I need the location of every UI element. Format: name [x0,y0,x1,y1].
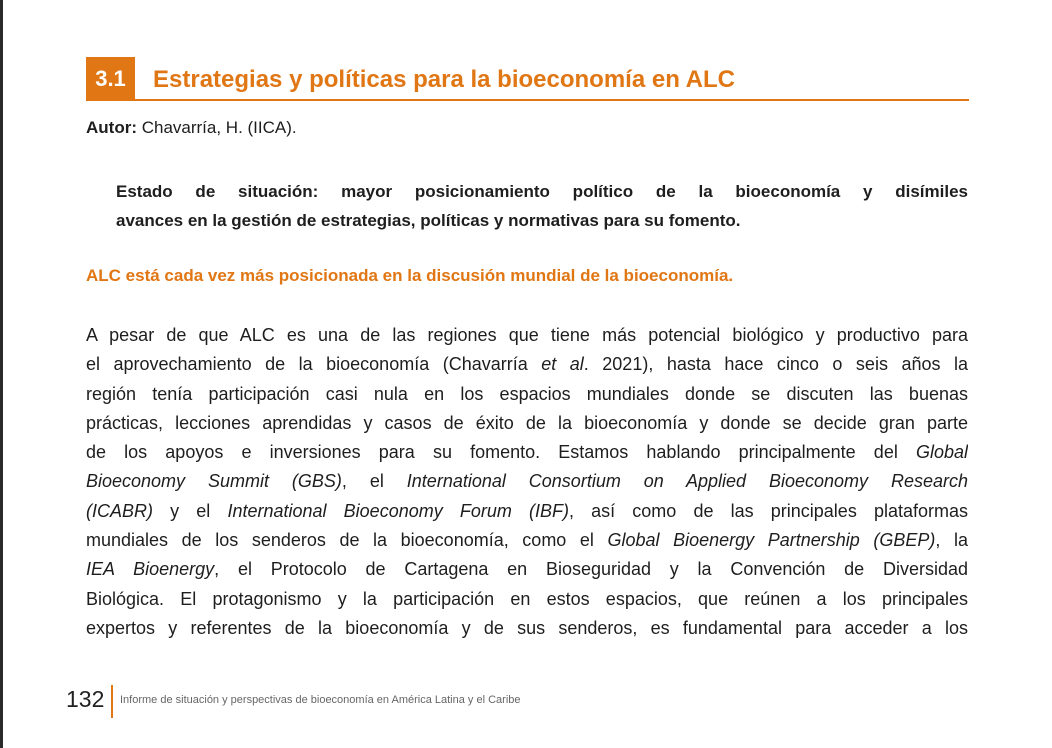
status-heading [116,177,968,235]
text: el aprovechamiento de la bioeconomía (Chavarría [86,354,542,375]
text: y el [153,500,228,521]
italic-text: Global Bioenergy Partnership (GBEP) [607,530,936,551]
body-line [86,380,968,409]
italic-text: IEA Bioenergy [86,559,215,580]
body-line [86,350,968,379]
text: A pesar de que ALC es una de las regiones que tiene más potencial biológico y productivo para [86,325,968,345]
italic-text: Bioeconomy Summit (GBS) [86,471,342,492]
page-number: 132 [66,686,105,712]
author-label: Autor: [86,118,137,137]
body-line [86,526,968,555]
window-edge [0,0,3,748]
body-line [86,467,968,496]
text: . 2021), hasta hace cinco o seis años la [583,354,968,375]
italic-text: International Consortium on Applied Bioeconomy Research [406,471,968,492]
text: , el Protocolo de Cartagena en Bioseguridad y la Convención de Diversidad [214,559,968,580]
text: , el [341,471,407,492]
body-line [86,614,968,643]
body-paragraph [86,321,968,643]
text: de los apoyos e inversiones para su fomento. Estamos hablando principalmente del [86,442,916,463]
text: prácticas, lecciones aprendidas y casos de éxito de la bioeconomía y donde se decide gran parte [86,412,968,433]
author-value: Chavarría, H. (IICA). [136,118,297,137]
body-line [86,555,968,584]
body-line [86,409,968,438]
italic-text: International Bioeconomy Forum (IBF) [227,500,569,521]
body-line [86,321,968,350]
subheading: ALC está cada vez más posicionada en la discusión mundial de la bioeconomía. [86,266,734,285]
footer-divider [111,685,113,718]
section-number: 3.1 [86,57,135,101]
italic-text: Global [915,442,968,463]
title-underline [86,99,969,101]
text: región tenía participación casi nula en los espacios mundiales donde se discuten las buenas [86,383,968,404]
italic-text: et al [541,354,584,375]
status-line: Estado de situación: mayor posicionamiento político de la bioeconomía y disímiles [116,182,968,201]
body-line [86,438,968,467]
section-title: Estrategias y políticas para la bioeconomía en ALC [153,66,735,93]
author-line [86,118,297,138]
italic-text: (ICABR) [86,500,153,521]
body-line [86,497,968,526]
status-line: avances en la gestión de estrategias, políticas y normativas para su fomento. [116,211,741,230]
body-line [86,585,968,614]
footer-text: Informe de situación y perspectivas de bioeconomía en América Latina y el Caribe [120,694,521,706]
text: mundiales de los senderos de la bioeconomía, como el [86,530,608,551]
text: , así como de las principales plataformas [569,500,968,521]
text: expertos y referentes de la bioeconomía y de sus senderos, es fundamental para acceder a los [86,617,968,638]
text: , la [935,530,968,551]
text: Biológica. El protagonismo y la participación en estos espacios, que reúnen a los principales [86,588,968,609]
